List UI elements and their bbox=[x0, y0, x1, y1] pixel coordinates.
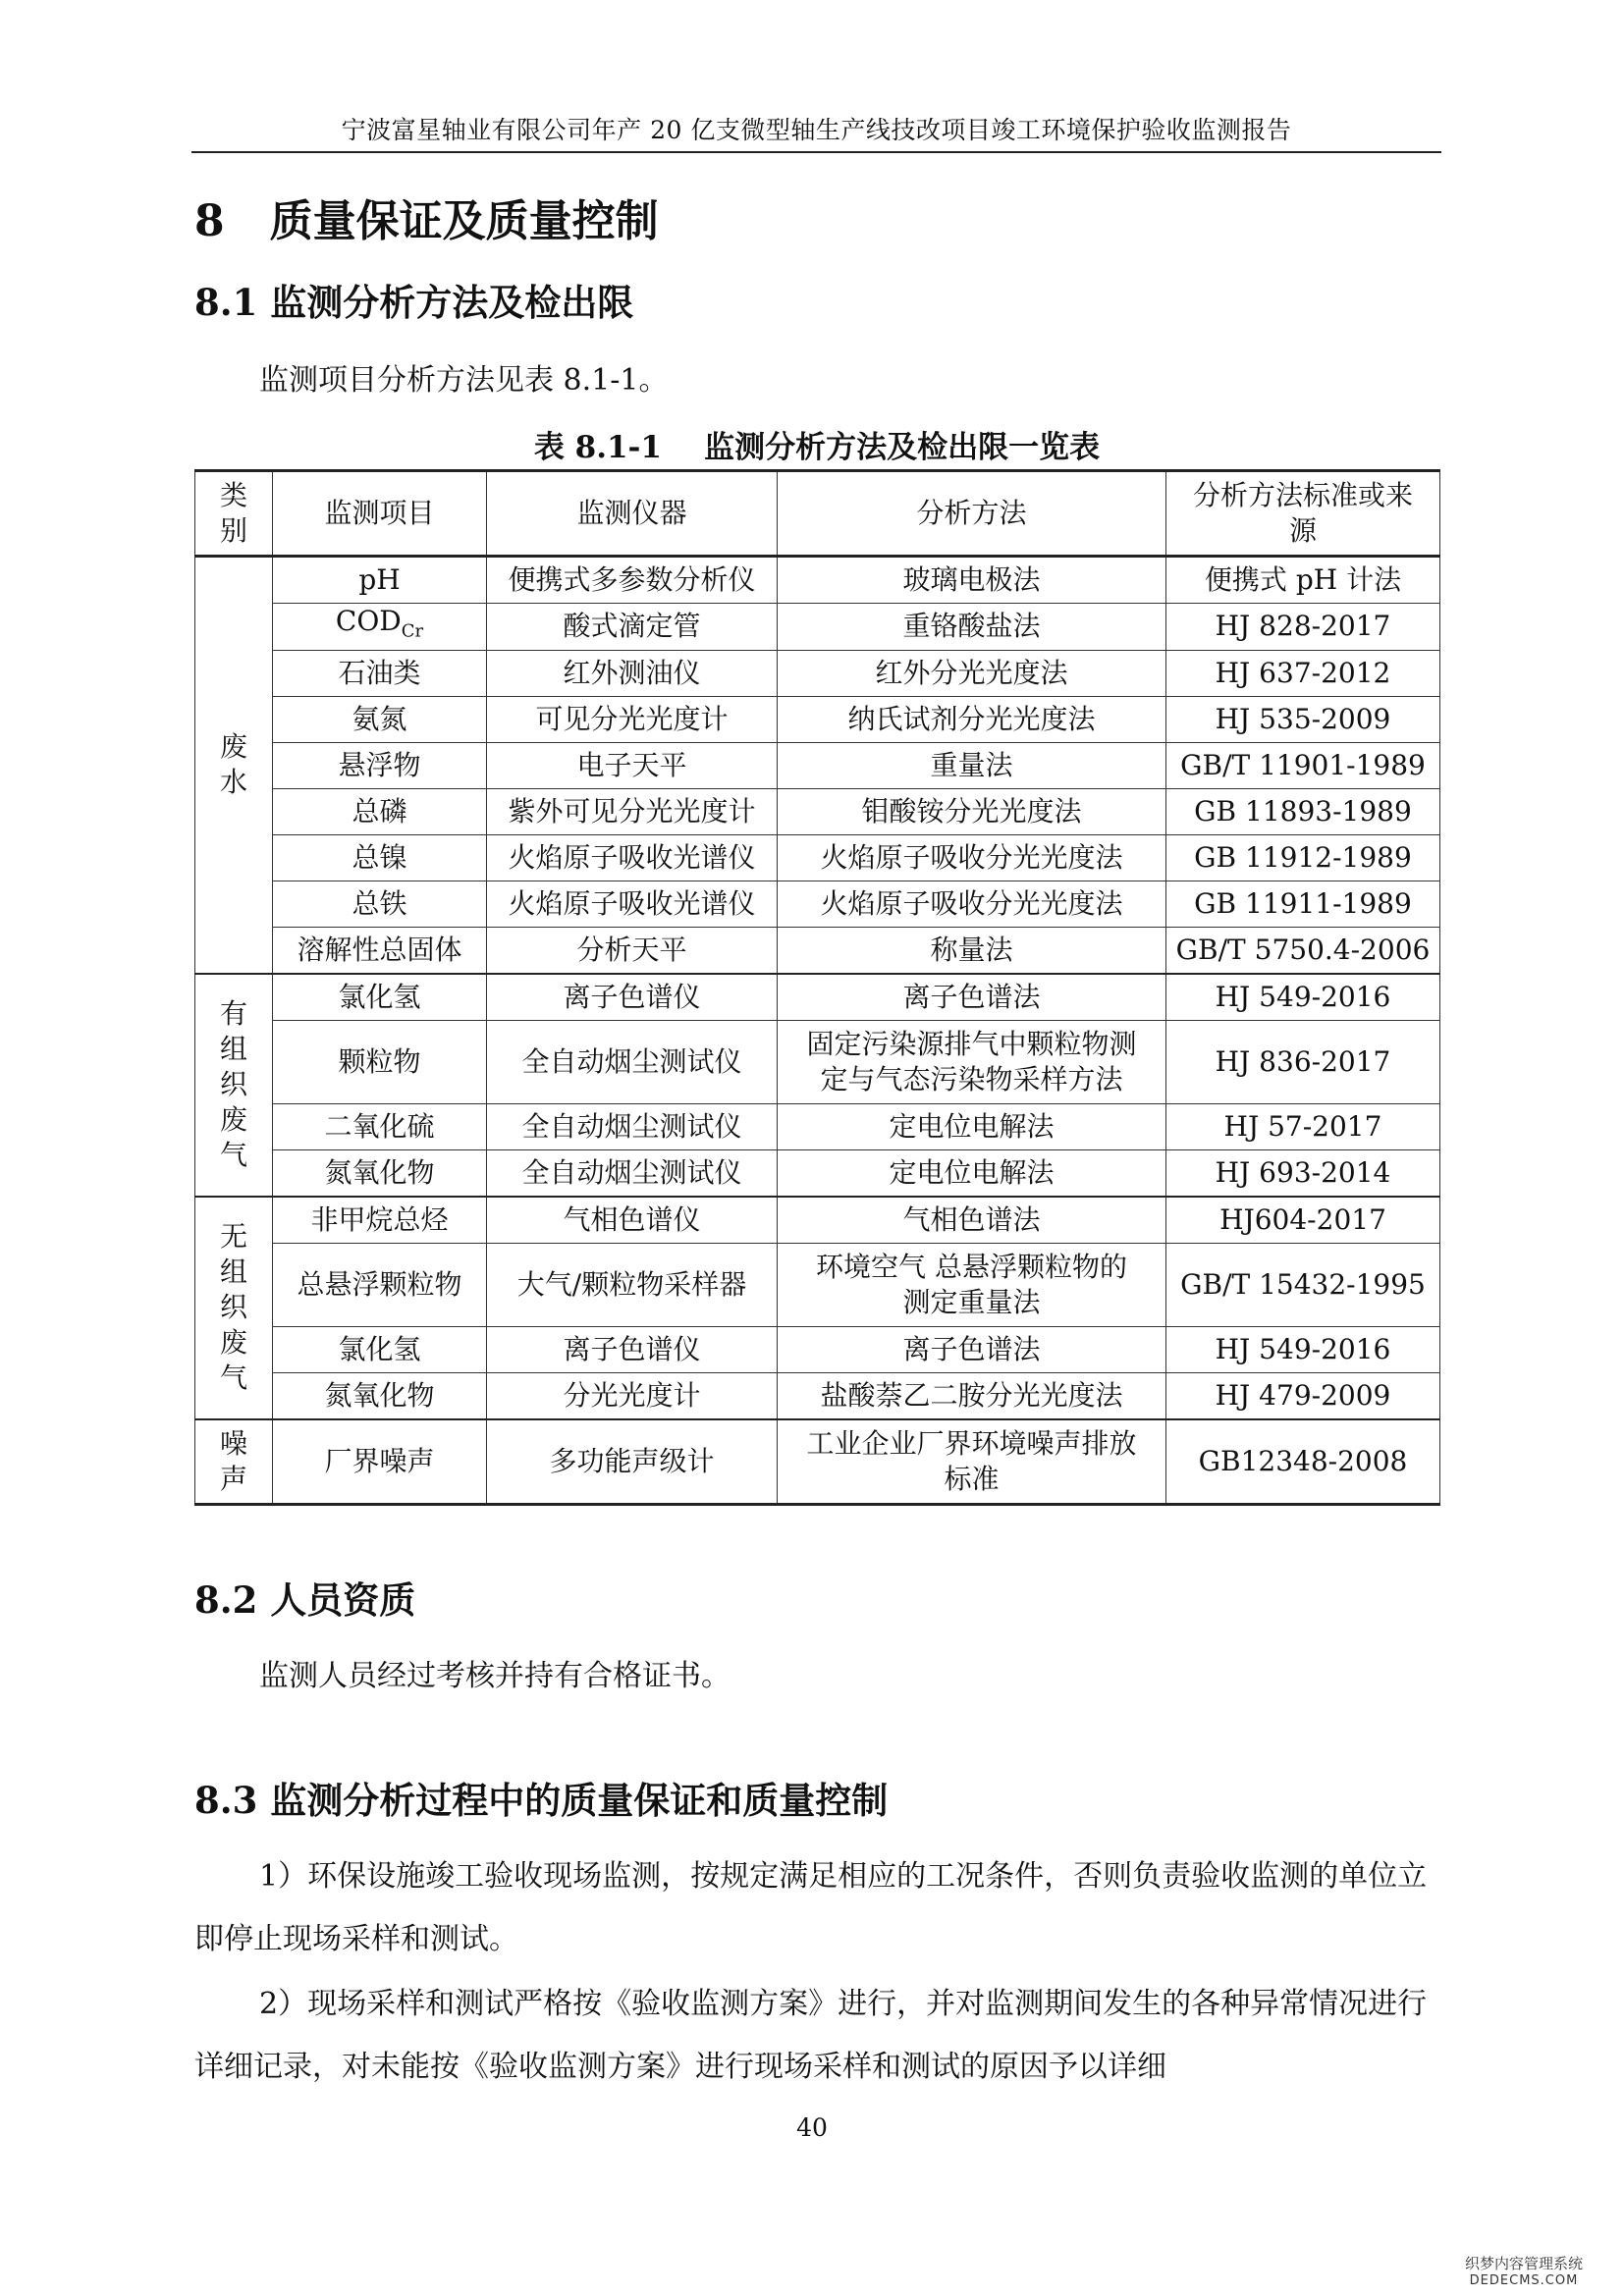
instrument-cell: 全自动烟尘测试仪 bbox=[487, 1020, 778, 1103]
running-header: 宁波富星轴业有限公司年产 20 亿支微型轴生产线技改项目竣工环境保护验收监测报告 bbox=[191, 110, 1441, 153]
method-cell: 盐酸萘乙二胺分光光度法 bbox=[778, 1372, 1166, 1419]
item-cell: 石油类 bbox=[273, 650, 487, 696]
method-cell: 定电位电解法 bbox=[778, 1103, 1166, 1149]
instrument-cell: 红外测油仪 bbox=[487, 650, 778, 696]
table-row bbox=[195, 696, 1440, 742]
instrument-cell: 酸式滴定管 bbox=[487, 604, 778, 651]
item-cell: 悬浮物 bbox=[273, 742, 487, 788]
method-cell: 重量法 bbox=[778, 742, 1166, 788]
table-row bbox=[195, 650, 1440, 696]
item-cell: 氮氧化物 bbox=[273, 1149, 487, 1197]
standard-cell: GB 11893-1989 bbox=[1166, 788, 1440, 834]
method-cell: 火焰原子吸收分光光度法 bbox=[778, 834, 1166, 881]
instrument-cell: 紫外可见分光光度计 bbox=[487, 788, 778, 834]
category-cell: 噪 声 bbox=[195, 1419, 273, 1505]
item-cell: 总铁 bbox=[273, 881, 487, 927]
instrument-cell: 离子色谱仪 bbox=[487, 974, 778, 1021]
method-cell: 称量法 bbox=[778, 927, 1166, 974]
standard-cell: 便携式 pH 计法 bbox=[1166, 557, 1440, 604]
instrument-cell: 火焰原子吸收光谱仪 bbox=[487, 834, 778, 881]
method-cell: 气相色谱法 bbox=[778, 1197, 1166, 1244]
instrument-cell: 大气/颗粒物采样器 bbox=[487, 1243, 778, 1326]
col-header-category: 类 别 bbox=[195, 471, 273, 557]
method-cell: 固定污染源排气中颗粒物测 定与气态污染物采样方法 bbox=[778, 1020, 1166, 1103]
method-cell: 工业企业厂界环境噪声排放 标准 bbox=[778, 1419, 1166, 1505]
method-cell: 纳氏试剂分光光度法 bbox=[778, 696, 1166, 742]
standard-cell: HJ 535-2009 bbox=[1166, 696, 1440, 742]
item-cell: 氮氧化物 bbox=[273, 1372, 487, 1419]
table-row bbox=[195, 881, 1440, 927]
category-cell: 废 水 bbox=[195, 557, 273, 974]
table-row bbox=[195, 1243, 1440, 1326]
table-row bbox=[195, 1372, 1440, 1419]
instrument-cell: 全自动烟尘测试仪 bbox=[487, 1149, 778, 1197]
instrument-cell: 多功能声级计 bbox=[487, 1419, 778, 1505]
item-cell: 氯化氢 bbox=[273, 1326, 487, 1372]
category-cell: 有 组 织 废 气 bbox=[195, 974, 273, 1197]
table-row bbox=[195, 974, 1440, 1021]
instrument-cell: 全自动烟尘测试仪 bbox=[487, 1103, 778, 1149]
instrument-cell: 便携式多参数分析仪 bbox=[487, 557, 778, 604]
standard-cell: GB/T 5750.4-2006 bbox=[1166, 927, 1440, 974]
col-header-instrument: 监测仪器 bbox=[487, 471, 778, 557]
instrument-cell: 电子天平 bbox=[487, 742, 778, 788]
category-cell: 无 组 织 废 气 bbox=[195, 1197, 273, 1419]
standard-cell: GB/T 11901-1989 bbox=[1166, 742, 1440, 788]
item-cell: 氨氮 bbox=[273, 696, 487, 742]
standard-cell: HJ 836-2017 bbox=[1166, 1020, 1440, 1103]
standard-cell: GB 11911-1989 bbox=[1166, 881, 1440, 927]
item-cell bbox=[273, 604, 487, 651]
section-8-2-text: 监测人员经过考核并持有合格证书。 bbox=[259, 1659, 731, 1693]
instrument-cell: 分析天平 bbox=[487, 927, 778, 974]
section-8-3-paragraph-1: 1）环保设施竣工验收现场监测，按规定满足相应的工况条件，否则负责验收监测的单位立即停止现场采样和测试。 bbox=[194, 1859, 1428, 1956]
section-8-3-heading: 8.3 监测分析过程中的质量保证和质量控制 bbox=[194, 1779, 889, 1822]
item-subscript: Cr bbox=[401, 620, 424, 642]
table-row bbox=[195, 834, 1440, 881]
table-row bbox=[195, 1149, 1440, 1197]
instrument-cell: 可见分光光度计 bbox=[487, 696, 778, 742]
section-8-1-intro: 监测项目分析方法见表 8.1-1。 bbox=[259, 363, 669, 398]
item-cell: 厂界噪声 bbox=[273, 1419, 487, 1505]
table-row bbox=[195, 1326, 1440, 1372]
table-row bbox=[195, 1103, 1440, 1149]
table-row bbox=[195, 788, 1440, 834]
table-header-row bbox=[195, 471, 1440, 557]
table-row bbox=[195, 927, 1440, 974]
method-cell: 离子色谱法 bbox=[778, 974, 1166, 1021]
standard-cell: HJ 549-2016 bbox=[1166, 1326, 1440, 1372]
method-cell: 定电位电解法 bbox=[778, 1149, 1166, 1197]
section-8-1-heading: 8.1 监测分析方法及检出限 bbox=[194, 281, 634, 324]
item-cell: pH bbox=[273, 557, 487, 604]
standard-cell: GB/T 15432-1995 bbox=[1166, 1243, 1440, 1326]
standard-cell: HJ 479-2009 bbox=[1166, 1372, 1440, 1419]
instrument-cell: 分光光度计 bbox=[487, 1372, 778, 1419]
col-header-standard: 分析方法标准或来 源 bbox=[1166, 471, 1440, 557]
item-cell: 二氧化硫 bbox=[273, 1103, 487, 1149]
table-caption: 表 8.1-1 监测分析方法及检出限一览表 bbox=[533, 430, 1101, 465]
col-header-item: 监测项目 bbox=[273, 471, 487, 557]
section-8-2-heading: 8.2 人员资质 bbox=[194, 1578, 416, 1622]
section-8-3-paragraph-2: 2）现场采样和测试严格按《验收监测方案》进行，并对监测期间发生的各种异常情况进行详细记录，对未能按《验收监测方案》进行现场采样和测试的原因予以详细 bbox=[194, 1987, 1428, 2084]
standard-cell: HJ 57-2017 bbox=[1166, 1103, 1440, 1149]
table-row bbox=[195, 557, 1440, 604]
methods-table bbox=[194, 469, 1440, 1506]
item-cell: 颗粒物 bbox=[273, 1020, 487, 1103]
item-cell: 总镍 bbox=[273, 834, 487, 881]
standard-cell: GB12348-2008 bbox=[1166, 1419, 1440, 1505]
instrument-cell: 火焰原子吸收光谱仪 bbox=[487, 881, 778, 927]
item-cell: 总磷 bbox=[273, 788, 487, 834]
item-cell: 非甲烷总烃 bbox=[273, 1197, 487, 1244]
item-cell: 总悬浮颗粒物 bbox=[273, 1243, 487, 1326]
table-row bbox=[195, 604, 1440, 651]
watermark-logo bbox=[1435, 2255, 1612, 2290]
standard-cell: HJ 549-2016 bbox=[1166, 974, 1440, 1021]
item-cell: 溶解性总固体 bbox=[273, 927, 487, 974]
table-row bbox=[195, 1020, 1440, 1103]
method-cell: 离子色谱法 bbox=[778, 1326, 1166, 1372]
standard-cell: HJ 828-2017 bbox=[1166, 604, 1440, 651]
standard-cell: HJ 637-2012 bbox=[1166, 650, 1440, 696]
watermark-line-1: 织梦内容管理系统 bbox=[1464, 2255, 1583, 2272]
table-row bbox=[195, 1197, 1440, 1244]
table-row bbox=[195, 1419, 1440, 1505]
page-number: 40 bbox=[796, 2113, 828, 2142]
method-cell: 玻璃电极法 bbox=[778, 557, 1166, 604]
standard-cell: HJ 693-2014 bbox=[1166, 1149, 1440, 1197]
method-cell: 红外分光光度法 bbox=[778, 650, 1166, 696]
standard-cell: GB 11912-1989 bbox=[1166, 834, 1440, 881]
item-cell: 氯化氢 bbox=[273, 974, 487, 1021]
method-cell: 钼酸铵分光光度法 bbox=[778, 788, 1166, 834]
col-header-method: 分析方法 bbox=[778, 471, 1166, 557]
instrument-cell: 离子色谱仪 bbox=[487, 1326, 778, 1372]
method-cell: 重铬酸盐法 bbox=[778, 604, 1166, 651]
instrument-cell: 气相色谱仪 bbox=[487, 1197, 778, 1244]
watermark-line-2: DEDECMS.COM bbox=[1469, 2273, 1579, 2288]
section-8-heading: 8 质量保证及质量控制 bbox=[194, 196, 659, 246]
method-cell: 环境空气 总悬浮颗粒物的 测定重量法 bbox=[778, 1243, 1166, 1326]
table-row bbox=[195, 742, 1440, 788]
standard-cell: HJ604-2017 bbox=[1166, 1197, 1440, 1244]
method-cell: 火焰原子吸收分光光度法 bbox=[778, 881, 1166, 927]
item-text: COD bbox=[335, 605, 402, 637]
